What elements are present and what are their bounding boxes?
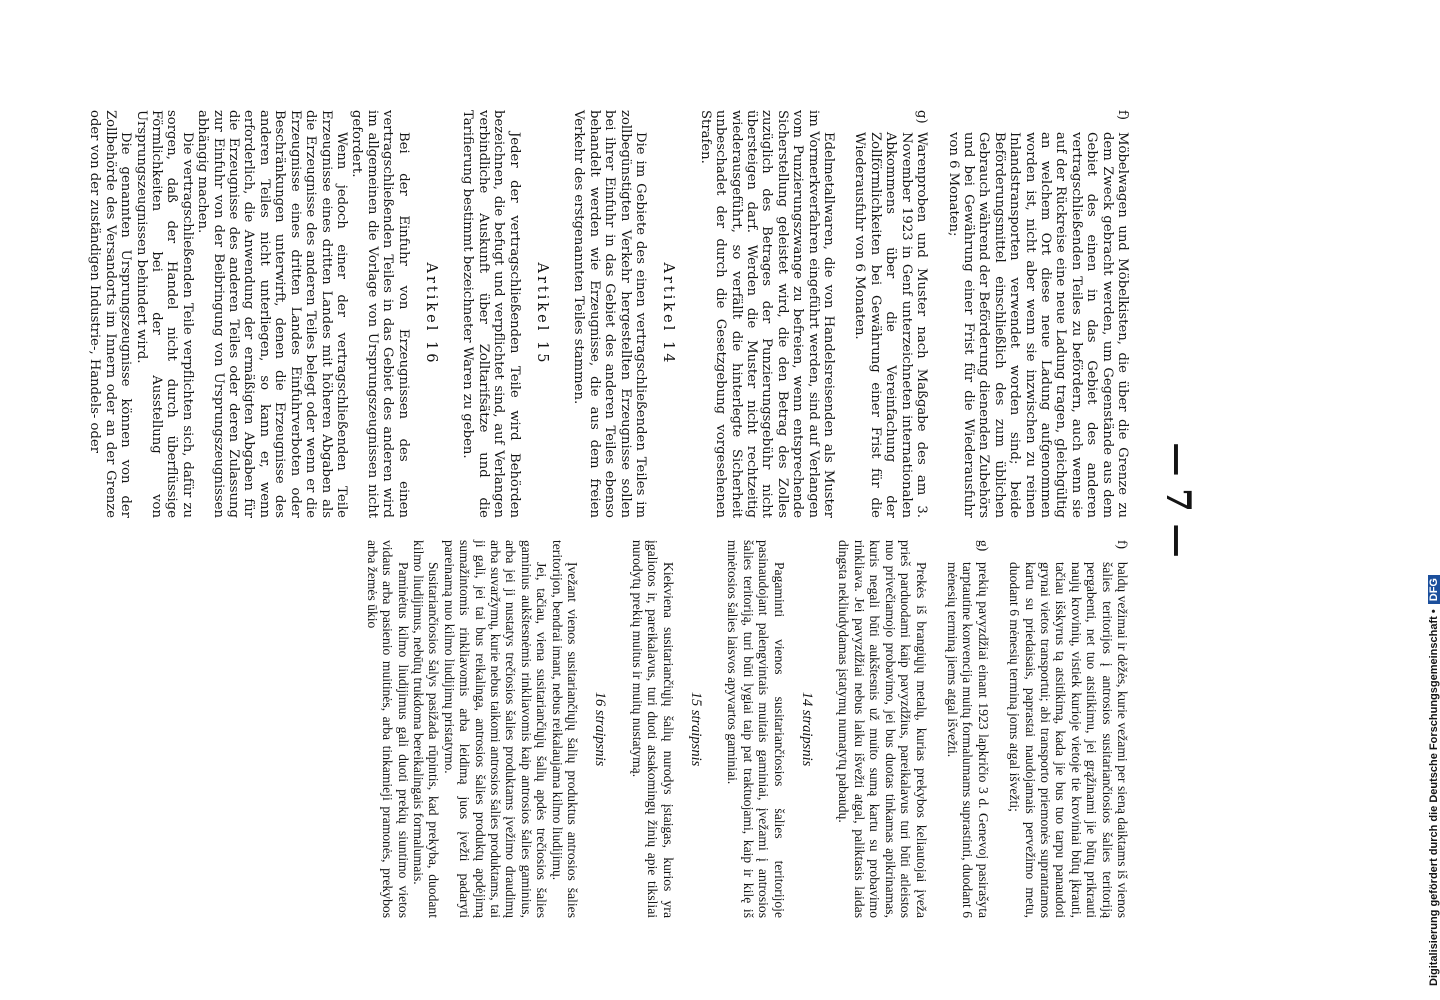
paragraph: Kiekviena susitariančiųjų šalių nurodys įstaigas, kurios yra įgaliotos ir, pareikalavus, turi duoti atsakomingų žinių apie tiksliai nurodytų prekių muitus ir muitų nustatymą. — [629, 540, 676, 918]
item-text: Warenproben und Muster nach Maßgabe des am 3. November 1923 in Genf unterzeichneten internationalen Abkommens über die Vereinfachung der Zollförmlichkeiten bei Gewährung einer Frist für die Wiederausfuhr von 6 Monaten. — [852, 132, 930, 518]
list-item — [852, 110, 929, 518]
paragraph: Įvežant vienos susitariančiųjų šalių produktus antrosios šalies teritorijon, bendrai imant, nebus reikalaujama kilmo liudijimų. — [549, 540, 581, 918]
paragraph: Pagaminti vienos susitariančiosios šalies teritorijoje pasinaudojant palengvintais muitais gaminiai, įvežami į antrosios šalies teritoriją, turi būti lygiai taip pat traktuojami, kaip ir kilę iš minėtosios šalies laisvos apyvartos gaminiai. — [725, 540, 787, 918]
paragraph: Prekės iš brangiųjų metalų, kurias prekybos keliautojai įveža prieš parduodami kaip pavyzdžius, pareikalavus turi būti atleistos nuo privečiamojo probavimo, jei bus duotas tinkamas apikrinamas, kuris negali būti aukštesnis už muito sumą kartu su probavimo rinkliava. Jei pavyzdžiai nebus laiku išvežti atgal, paliktasis laidas dingsta nekliudydamas įstatymų numatytų pabaudų. — [836, 540, 929, 918]
paragraph: Jei, tačiau, viena susitariančiųjų šalių apdės trečiosios šalies gaminius aukštesnėmis rinkliavomis kaip antrosios šalies gaminius, arba jei ji nustatys trečiosios šalies produktams įvežimo draudimų arba suvaržymų, kurie nebus taikomi antrosios šalies produktams, tai ji gali, jei tai bus reikalinga, antrosios šalies produktų apdėjimą sumažintomis rinkliavomis arba leidimą juos įvežti padaryti pareinamą nuo kilmo liudijimų pristatymo. — [441, 540, 550, 918]
article-heading: Artikel 14 — [660, 262, 677, 366]
lithuanian-column — [364, 540, 1130, 918]
page-number: — 7 — — [1158, 442, 1198, 558]
paragraph: Die im Gebiete des einen vertragschließenden Teiles im zollbegünstigten Verkehr hergestellten Erzeugnisse sollen bei ihrer Einfuhr in das Gebiet des anderen Teiles ebenso behandelt werden wie Erzeugnisse, die aus dem freien Verkehr des erstgenannten Teiles stammen. — [571, 110, 649, 518]
item-marker: f) — [1115, 110, 1130, 121]
article-heading: Artikel 16 — [422, 262, 439, 366]
dfg-logo: DFG — [1428, 575, 1440, 604]
item-marker: g) — [914, 110, 930, 124]
paragraph: Bei der Einfuhr von Erzeugnissen des einen vertragschließenden Teiles in das Gebiet des anderen wird im allgemeinen die Vorlage von Ursprungszeugnissen nicht gefordert. — [349, 110, 411, 518]
article-heading: Artikel 15 — [534, 262, 550, 366]
article-heading: 15 straipsnis — [688, 691, 705, 767]
item-text: Möbelwagen und Möbelkisten, die über die Grenze zu dem Zweck gebracht werden, um Gegenstände aus dem Gebiet des einen in das Gebiet des anderen vertragschließenden Teiles zu befördern, auch wenn sie auf der Rückreise eine neue Ladung tragen, gleichgültig an welchem Ort diese neue Ladung aufgenommen worden ist, nicht aber wenn sie inzwischen zu reinen Inlandstransporten verwendet worden sind; beide Beförderungsmittel einschließlich des zum üblichen Gebrauch während der Beförderung dienenden Zubehörs und bei Gewährung einer Frist für die Wiederausfuhr von 6 Monaten; — [945, 132, 1130, 518]
paragraph: Wenn jedoch einer der vertragschließenden Teile Erzeugnisse eines dritten Landes mit höheren Abgaben als die Erzeugnisse des anderen Teiles belegt oder wenn er die Erzeugnisse eines dritten Landes Einfuhrverboten oder Beschränkungen unterwirft, denen die Erzeugnisse des anderen Teiles nicht unterliegen, so kann er, wenn erforderlich, die Anwendung der ermäßigten Abgaben für die Erzeugnisse des anderen Teiles oder deren Zulassung zur Einfuhr von der Beibringung von Ursprungszeugnissen abhängig machen. — [195, 110, 349, 518]
item-text: baldų vežimai ir dėžės, kurie vežami per sieną daiktams iš vienos šalies teritorijos į antrosios susitariančiosios šalies teritoriją pergabenti, net tuo atsitikimu, jei grąžinami jie būtų prikrauti naujų krovinių, vistiek kurioje vietoje tie kroviniai būtų įkrauti, tačiau išskyrus tą atsitikimą, kada jie bus tuo tarpu panaudoti grynai vietos transportui; abi transporto priemonės suprantamos kartu su priedaisais, paprastai naudojamais pervežimo metu, duodant 6 mėnesių terminą joms atgal išvežti; — [1007, 562, 1130, 918]
paragraph: Die genannten Ursprungszeugnisse können von der Zollbehörde des Versandorts im Innern oder an der Grenze oder von der zuständigen Industrie-, Handels- oder — [87, 110, 134, 518]
credit-line — [1428, 0, 1440, 1000]
item-text: prekių pavyzdžiai einant 1923 lapkričio 3 d. Genevoj pasirašyta tarptautine konvencija muitų formalumams suprastinti, duodant 6 mėnesių terminą jiems atgal išvežti. — [944, 562, 991, 919]
item-marker: g) — [975, 540, 991, 552]
article-heading: 14 straipsnis — [799, 691, 816, 767]
paragraph: Jeder der vertragschließenden Teile wird Behörden bezeichnen, die befugt und verpflichtet sind, auf Verlangen verbindliche Auskunft über Zolltarifsätze und die Tarifierung bestimmt bezeichneter Waren zu geben. — [460, 110, 522, 518]
article-heading: 16 straipsnis — [592, 691, 609, 767]
credit-text: Digitalisierung gefördert durch die Deutsche Forschungsgemeinschaft • — [1428, 609, 1440, 986]
german-column — [87, 110, 1130, 518]
digitization-credit — [1400, 0, 1440, 1000]
list-item — [945, 540, 991, 918]
list-item — [945, 110, 1130, 518]
paragraph: Edelmetallwaren, die von Handelsreisenden als Muster im Vormerkverfahren eingeführt werden, sind auf Verlangen vom Punzierungszwange zu befreien, wenn entsprechende Sicherstellung geleistet wird, die den Betrag des Zolles zuzüglich des Betrages der Punzierungsgebühr nicht übersteigen darf. Werden die Muster nicht rechtzeitig wiederausgeführt, so verfällt die hinterlegte Sicherheit unbeschadet der durch die Gesetzgebung vorgesehenen Strafen. — [697, 110, 837, 518]
paragraph: Die vertragschließenden Teile verpflichten sich, dafür zu sorgen, daß der Handel nicht durch überflüssige Förmlichkeiten bei der Ausstellung von Ursprungszeugnissen behindert wird. — [133, 110, 195, 518]
item-marker: f) — [1115, 540, 1130, 550]
paragraph: Paminėtus kilmo liudijimus gali duoti prekių siuntimo vietos vidaus arba pasienio muitinės, arba tinkamieji pramonės, prekybos arba žemės ūkio — [364, 540, 411, 918]
paragraph: Susitariančiosios šalys pasižada rūpintis, kad prekyba, duodant kilmo liudijimus, nebūtų trukdoma bereikalingais formalumais. — [410, 540, 442, 918]
list-item — [1007, 540, 1130, 918]
